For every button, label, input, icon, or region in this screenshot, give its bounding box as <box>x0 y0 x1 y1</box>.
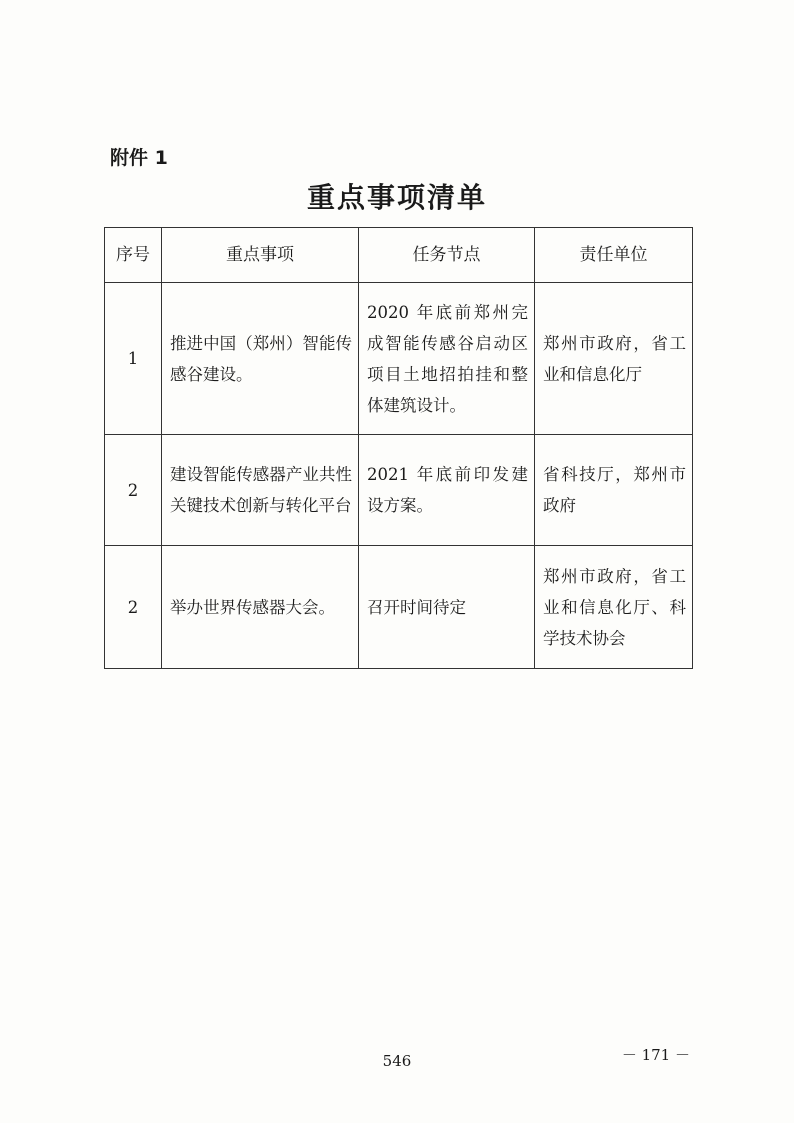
attachment-label: 附件 1 <box>110 147 168 169</box>
header-responsible: 责任单位 <box>535 228 693 283</box>
row-responsible: 郑州市政府，省工业和信息化厅、科学技术协会 <box>535 546 693 669</box>
row-responsible: 郑州市政府，省工业和信息化厅 <box>535 283 693 435</box>
row-no: 2 <box>105 546 162 669</box>
row-milestone: 2021 年底前印发建设方案。 <box>359 435 535 546</box>
table-row <box>105 546 693 669</box>
row-item: 建设智能传感器产业共性关键技术创新与转化平台 <box>162 435 359 546</box>
table-row <box>105 435 693 546</box>
footer-number: 546 <box>382 1052 412 1070</box>
row-milestone: 召开时间待定 <box>359 546 535 669</box>
row-milestone: 2020 年底前郑州完成智能传感谷启动区项目土地招拍挂和整体建筑设计。 <box>359 283 535 435</box>
row-item: 推进中国（郑州）智能传感谷建设。 <box>162 283 359 435</box>
header-milestone: 任务节点 <box>359 228 535 283</box>
row-responsible: 省科技厅，郑州市政府 <box>535 435 693 546</box>
header-item: 重点事项 <box>162 228 359 283</box>
row-item: 举办世界传感器大会。 <box>162 546 359 669</box>
key-items-table <box>104 227 693 669</box>
table-row <box>105 283 693 435</box>
header-no: 序号 <box>105 228 162 283</box>
page-number: － 171 － <box>621 1046 690 1064</box>
table-header-row <box>105 228 693 283</box>
document-title: 重点事项清单 <box>306 181 487 214</box>
row-no: 2 <box>105 435 162 546</box>
row-no: 1 <box>105 283 162 435</box>
